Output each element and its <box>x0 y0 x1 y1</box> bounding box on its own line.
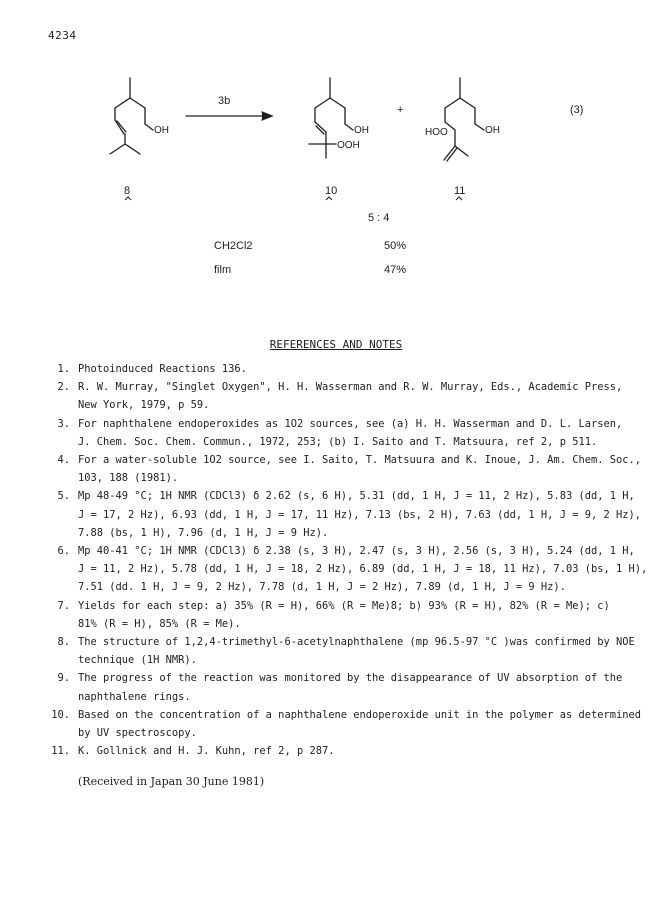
reference-text: naphthalene rings. <box>78 690 191 703</box>
bold-marker-8 <box>125 197 131 200</box>
reference-number: 10. <box>51 708 70 721</box>
reference-text: J = 11, 2 Hz), 5.78 (dd, 1 H, J = 18, 2 Hz), 6.89 (dd, 1 H, J = 18, 11 Hz), 7.03 (bs, 1 H), <box>78 563 648 576</box>
reference-number <box>48 469 70 487</box>
reference-line <box>48 469 648 487</box>
reference-number: 3. <box>57 417 70 430</box>
compound-10-oh-label: OH <box>354 125 369 136</box>
reference-number: 9. <box>57 672 70 685</box>
reference-line <box>48 669 648 687</box>
compound-11-structure <box>444 78 484 161</box>
page-number: 4234 <box>48 29 77 42</box>
reference-text: For naphthalene endoperoxides as 1O2 sources, see (a) H. H. Wasserman and D. L. Larsen, <box>78 417 623 430</box>
condition-medium-2: film <box>214 264 232 276</box>
reference-line <box>48 415 648 433</box>
reference-line <box>48 742 648 760</box>
reference-line <box>48 487 648 505</box>
reference-text: technique (1H NMR). <box>78 654 197 667</box>
reference-line <box>48 615 648 633</box>
reference-line <box>48 378 648 396</box>
condition-yield-2: 47% <box>384 264 407 276</box>
reference-text: Mp 48-49 °C; 1H NMR (CDCl3) δ 2.62 (s, 6 H), 5.31 (dd, 1 H, J = 11, 2 Hz), 5.83 (dd, 1 H, <box>78 490 635 503</box>
reference-text: 81% (R = H), 85% (R = Me). <box>78 617 241 630</box>
reference-number: 6. <box>57 545 70 558</box>
reference-line <box>48 597 648 615</box>
reference-text: J = 17, 2 Hz), 6.93 (dd, 1 H, J = 17, 11 Hz), 7.13 (bs, 2 H), 7.63 (dd, 1 H, J = 9, 2 Hz), <box>78 508 642 521</box>
reference-line <box>48 433 648 451</box>
reference-line <box>48 451 648 469</box>
condition-medium-1: CH2Cl2 <box>214 240 253 252</box>
reference-line <box>48 724 648 742</box>
reference-text: New York, 1979, p 59. <box>78 399 210 412</box>
reference-number <box>48 578 70 596</box>
received-date: (Received in Japan 30 June 1981) <box>78 775 265 788</box>
reference-text: 7.51 (dd. 1 H, J = 9, 2 Hz), 7.78 (d, 1 H, J = 2 Hz), 7.89 (d, 1 H, J = 9 Hz). <box>78 581 566 594</box>
reference-text: K. Gollnick and H. J. Kuhn, ref 2, p 287. <box>78 745 335 758</box>
compound-8-oh-label: OH <box>154 125 169 136</box>
reference-number <box>48 506 70 524</box>
reference-text: 7.88 (bs, 1 H), 7.96 (d, 1 H, J = 9 Hz). <box>78 526 329 539</box>
reference-line <box>48 524 648 542</box>
plus-sign: + <box>397 104 404 116</box>
compound-11-label: 11 <box>454 185 466 197</box>
bold-marker-10 <box>326 197 332 200</box>
reference-line <box>48 506 648 524</box>
references-title: REFERENCES AND NOTES <box>269 338 403 351</box>
reference-number: 1. <box>57 363 70 375</box>
reference-number <box>48 724 70 742</box>
reference-line <box>48 651 648 669</box>
condition-yield-1: 50% <box>384 240 407 252</box>
reference-text: by UV spectroscopy. <box>78 727 197 740</box>
equation-number: (3) <box>570 104 584 116</box>
reference-line <box>48 542 648 560</box>
reference-number: 7. <box>57 599 70 612</box>
reference-line <box>48 360 648 378</box>
reference-text: Photoinduced Reactions 136. <box>78 363 247 375</box>
reference-text: R. W. Murray, "Singlet Oxygen", H. H. Wasserman and R. W. Murray, Eds., Academic Press, <box>78 381 623 394</box>
reference-text: J. Chem. Soc. Chem. Commun., 1972, 253; (b) I. Saito and T. Matsuura, ref 2, p 511. <box>78 435 598 448</box>
reference-line <box>48 633 648 651</box>
reference-text: For a water-soluble 1O2 source, see I. Saito, T. Matsuura and K. Inoue, J. Am. Chem. Soc., <box>78 454 642 467</box>
reference-number <box>48 396 70 414</box>
reference-number <box>48 688 70 706</box>
reference-number: 11. <box>51 745 70 758</box>
reference-text: Based on the concentration of a naphthalene endoperoxide unit in the polymer as determined <box>78 708 642 721</box>
reference-text: 103, 188 (1981). <box>78 472 179 485</box>
reference-number: 5. <box>57 490 70 503</box>
compound-8-label: 8 <box>124 185 131 197</box>
reference-text: The structure of 1,2,4-trimethyl-6-acetylnaphthalene (mp 96.5-97 °C )was confirmed by NOE <box>78 636 635 649</box>
reference-line <box>48 706 648 724</box>
reference-number <box>48 560 70 578</box>
reference-number: 2. <box>57 381 70 394</box>
reference-number: 4. <box>57 454 70 467</box>
reagent-label: 3b <box>218 95 231 107</box>
product-ratio: 5 : 4 <box>368 212 390 224</box>
compound-11-hoo-label: HOO <box>425 127 448 138</box>
reference-line <box>48 688 648 706</box>
reference-text: The progress of the reaction was monitored by the disappearance of UV absorption of the <box>78 672 623 685</box>
reference-text: Yields for each step: a) 35% (R = H), 66% (R = Me)8; b) 93% (R = H), 82% (R = Me); c) <box>78 599 610 612</box>
compound-10-label: 10 <box>325 185 338 197</box>
references-list <box>48 360 648 760</box>
reference-number <box>48 433 70 451</box>
reference-number <box>48 615 70 633</box>
reaction-scheme <box>0 60 672 360</box>
bold-marker-11 <box>456 197 462 200</box>
reference-line <box>48 560 648 578</box>
compound-11-oh-label: OH <box>485 125 500 136</box>
compound-10-ooh-label: OOH <box>337 140 360 151</box>
compound-8-structure <box>110 78 153 154</box>
reference-number <box>48 651 70 669</box>
reference-line <box>48 578 648 596</box>
reference-number <box>48 524 70 542</box>
reference-line <box>48 396 648 414</box>
reference-text: Mp 40-41 °C; 1H NMR (CDCl3) δ 2.38 (s, 3 H), 2.47 (s, 3 H), 2.56 (s, 3 H), 5.24 (dd, 1 H, <box>78 545 635 558</box>
reference-number: 8. <box>57 636 70 649</box>
